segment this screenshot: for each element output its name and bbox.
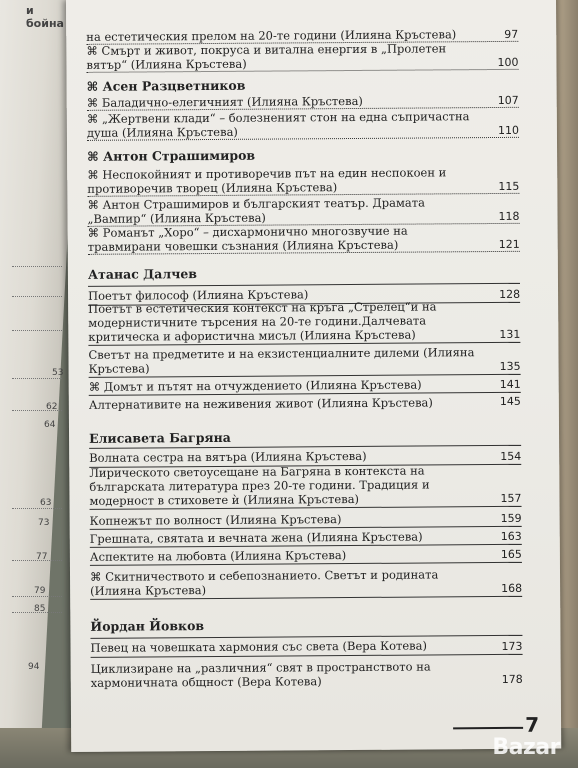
toc-entry-title: Алтернативите на неживения живот (Илияна Кръстева): [88, 395, 433, 412]
toc-entry-title: Циклизиране на „различния“ свят в пространството на хармоничната общност (Вера Котева): [90, 659, 431, 690]
toc-entry-page: 97: [504, 27, 519, 41]
toc-entry: [89, 395, 521, 412]
toc-entry-page: 110: [497, 123, 519, 137]
page-number-rule: [453, 727, 523, 729]
toc-entry: [89, 463, 521, 510]
toc-entry-title: Поетът в естетическия контекст на кръга „Стрелец“и на модернистичните търсения на 20-те години.Далчевата критическа и афористична мисъл (Илияна Кръстева): [88, 299, 437, 344]
toc-entry-page: 107: [497, 93, 519, 107]
toc-entry: [87, 93, 519, 111]
toc-entry-page: 157: [500, 491, 522, 505]
toc-entry-title: Аспектите на любовта (Илияна Кръстева): [89, 548, 347, 564]
toc-entry-title: ⌘ Баладично-елегичният (Илияна Кръстева): [87, 93, 519, 111]
toc-entry-page: 135: [499, 359, 521, 373]
toc-entry: [89, 377, 521, 396]
left-page-header: и бойна: [26, 4, 64, 30]
toc-entry-page: 131: [499, 327, 521, 341]
left-page-number: 53: [52, 368, 64, 378]
toc-entry: [87, 165, 519, 197]
left-page-number: 73: [38, 518, 50, 528]
toc-entry: [88, 299, 520, 346]
toc-entry-page: 154: [500, 449, 522, 463]
toc-entry: [90, 529, 522, 548]
toc-entry-title: на естетическия прелом на 20-те години (Илияна Кръстева): [86, 27, 518, 45]
toc-entry-page: 145: [499, 394, 521, 408]
section-heading: Атанас Далчев: [87, 266, 198, 282]
toc-entry-page: 178: [501, 672, 523, 686]
section-heading: ⌘ Антон Страшимиров: [87, 147, 256, 164]
toc-entry-title: ⌘ Скитничеството и себепознанието. Светът и родината (Илияна Кръстева): [89, 567, 439, 598]
left-page-number: 79: [34, 586, 46, 596]
toc-entry-title: ⌘ Неспокойният и противоречив път на един неспокоен и противоречив творец (Илияна Кръстева): [87, 165, 519, 197]
toc-entry-title: Поетът философ (Илияна Кръстева): [88, 287, 309, 303]
section-heading: Йордан Йовков: [90, 618, 205, 634]
toc-entry-title: ⌘ Смърт и живот, покруса и витална енергия в „Пролетен вятър“ (Илияна Кръстева): [86, 41, 518, 73]
toc-entry-page: 163: [500, 529, 522, 543]
toc-entry-title: ⌘ Антон Страшимиров и българският театър. Драмата „Вампир“ (Илияна Кръстева): [87, 195, 519, 227]
toc-entry-title: ⌘ Домът и пътят на отчуждението (Илияна Кръстева): [88, 377, 422, 394]
toc-entry-page: 173: [501, 639, 523, 653]
section-heading: Елисавета Багряна: [89, 429, 231, 446]
toc-entry-title: Копнежът по волност (Илияна Кръстева): [89, 512, 342, 528]
toc-entry: [91, 659, 523, 690]
toc-entry-title: Светът на предметите и на екзистенциалните дилеми (Илияна Кръстева): [88, 345, 475, 376]
toc-entry: [87, 109, 519, 141]
toc-entry-page: 128: [499, 287, 521, 301]
toc-entry: [88, 345, 520, 378]
toc-entry: [88, 223, 520, 255]
toc-entry-title: Волната сестра на вятъра (Илияна Кръстева): [89, 448, 367, 465]
toc-entry-title: ⌘ „Жертвени клади“ – болезненият стон на една съпричастна душа (Илияна Кръстева): [87, 109, 519, 141]
left-page-text: [4, 0, 74, 768]
toc-entry-title: Певец на човешката хармония със света (Вера Котева): [90, 638, 428, 655]
toc-entry-title: ⌘ Романът „Хоро“ – дисхармонично многозвучие на травмирани човешки съзнания (Илияна Кръстева): [88, 223, 520, 255]
section-heading: ⌘ Асен Разцветников: [86, 77, 246, 94]
toc-entry-page: 100: [497, 55, 519, 69]
page-number: 7: [525, 712, 540, 737]
left-page-number: 64: [44, 420, 56, 430]
toc-entry-page: 159: [500, 511, 522, 525]
book-page: [66, 0, 561, 752]
toc-entry-title: Лирическото светоусещане на Багряна в контекста на българската литература през 20-те години. Традиция и модерност в стиховете ѝ (Илияна Кръстева): [89, 463, 430, 508]
toc-entry: [90, 567, 522, 600]
toc-entry-title: Грешната, святата и вечната жена (Илияна Кръстева): [89, 529, 423, 546]
left-page-number: 77: [36, 552, 48, 562]
left-page-number: 63: [40, 498, 52, 508]
toc-entry: [90, 511, 522, 530]
toc-entry-page: 121: [498, 237, 520, 251]
toc-entry-page: 141: [499, 377, 521, 391]
toc-entry: [90, 547, 522, 566]
toc-entry: [90, 635, 522, 658]
watermark-logo: Bazar: [492, 735, 560, 760]
toc-entry-page: 165: [500, 547, 522, 561]
toc-entry: [87, 195, 519, 227]
left-page-number: 94: [28, 662, 40, 672]
toc-entry-page: 168: [501, 581, 523, 595]
toc-entry-page: 118: [498, 209, 520, 223]
toc-entry: [86, 41, 518, 73]
left-page-number: 62: [46, 402, 58, 412]
toc-entry-page: 115: [498, 179, 520, 193]
left-page-number: 85: [34, 604, 46, 614]
